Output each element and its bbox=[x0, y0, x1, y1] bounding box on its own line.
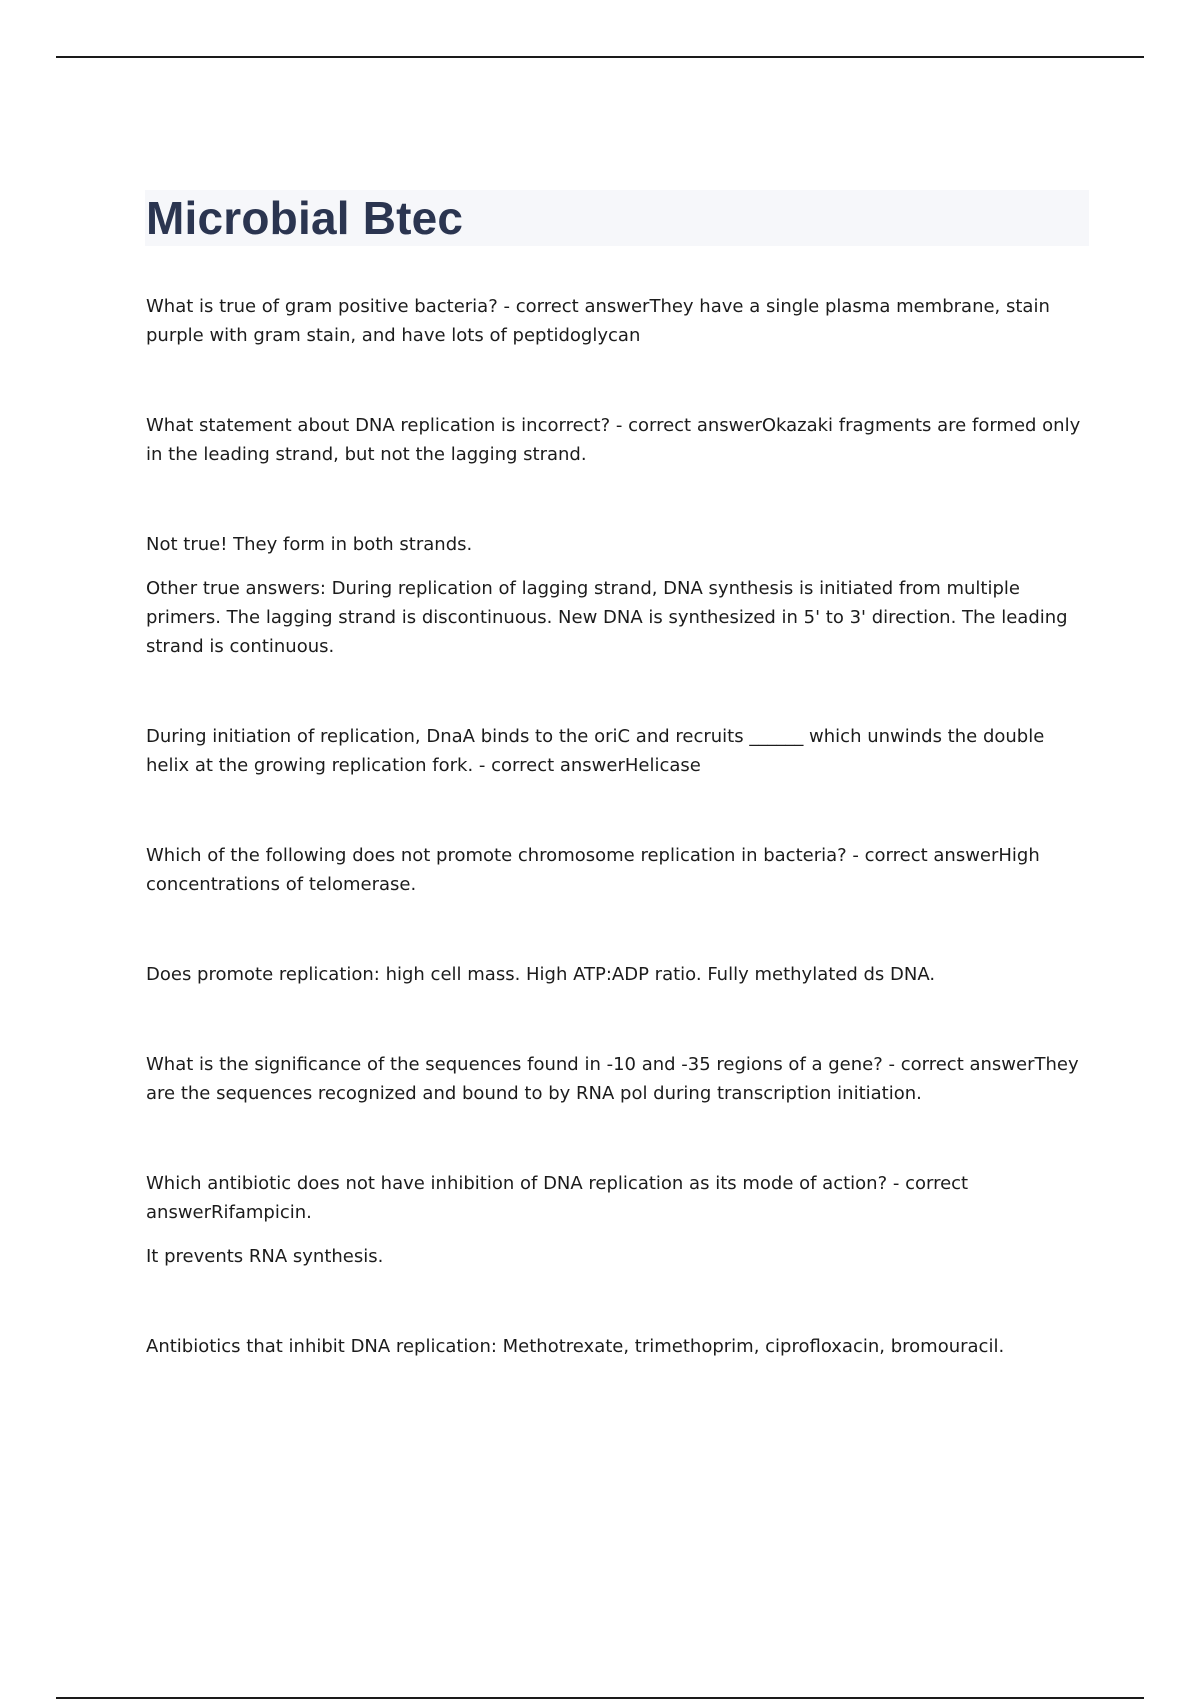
paragraph-antibiotics-inhibit: Antibiotics that inhibit DNA replication: Methotrexate, trimethoprim, ciprofloxacin, bromouracil. bbox=[146, 1336, 1005, 1357]
paragraph-promoter-regions: What is the significance of the sequences found in -10 and -35 regions of a gene? - correct answerThey are the sequences recognized and bound to by RNA pol during transcription initiation. bbox=[146, 1054, 1079, 1104]
paragraph-initiation-helicase: During initiation of replication, DnaA binds to the oriC and recruits ______ which unwinds the double helix at the growing replication fork. - correct answerHelicase bbox=[146, 726, 1045, 776]
paragraph-rna-synthesis: It prevents RNA synthesis. bbox=[146, 1246, 384, 1267]
paragraph-dna-replication-incorrect: What statement about DNA replication is incorrect? - correct answerOkazaki fragments are formed only in the leading strand, but not the lagging strand. bbox=[146, 415, 1081, 465]
document-body bbox=[146, 292, 1086, 1361]
paragraph-gram-positive: What is true of gram positive bacteria? - correct answerThey have a single plasma membrane, stain purple with gram stain, and have lots of peptidoglycan bbox=[146, 296, 1050, 346]
bottom-rule bbox=[56, 1697, 1144, 1699]
paragraph-other-true-answers: Other true answers: During replication of lagging strand, DNA synthesis is initiated from multiple primers. The lagging strand is discontinuous. New DNA is synthesized in 5' to 3' direction. The leading strand is continuous. bbox=[146, 578, 1068, 657]
paragraph-antibiotic-rifampicin: Which antibiotic does not have inhibition of DNA replication as its mode of action? - correct answerRifampicin. bbox=[146, 1173, 969, 1223]
top-rule bbox=[56, 56, 1144, 58]
document-title: Microbial Btec bbox=[146, 192, 464, 244]
paragraph-telomerase: Which of the following does not promote chromosome replication in bacteria? - correct answerHigh concentrations of telomerase. bbox=[146, 845, 1040, 895]
paragraph-promote-replication: Does promote replication: high cell mass. High ATP:ADP ratio. Fully methylated ds DNA. bbox=[146, 964, 936, 985]
paragraph-not-true: Not true! They form in both strands. bbox=[146, 534, 473, 555]
